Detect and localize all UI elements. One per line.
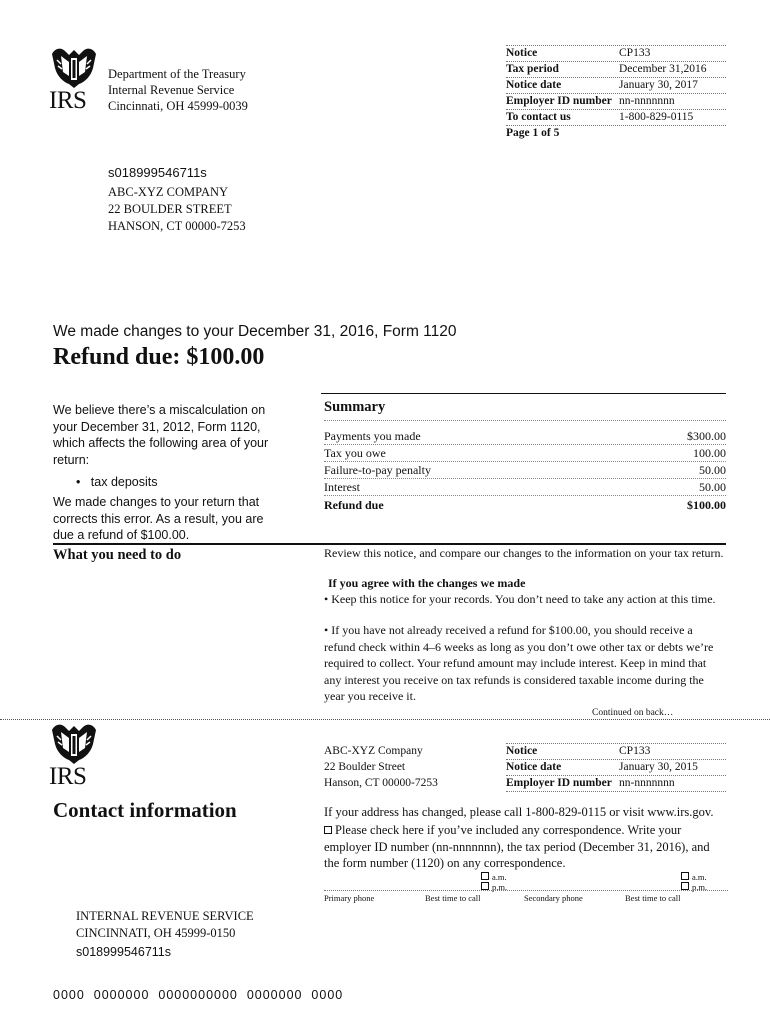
summary-label: Tax you owe bbox=[324, 446, 386, 460]
notice-value: CP133 bbox=[619, 745, 651, 757]
irs-address-line: INTERNAL REVENUE SERVICE bbox=[76, 909, 254, 923]
intro-result-line: due a refund of $100.00. bbox=[53, 528, 190, 543]
agree-bullet-records: • Keep this notice for your records. You don’t need to take any action at this time. bbox=[324, 592, 716, 606]
agency-line: Department of the Treasury bbox=[108, 67, 246, 81]
notice-date-label: Notice date bbox=[506, 761, 562, 773]
eagle-icon bbox=[49, 46, 99, 90]
stub-company-line: Hanson, CT 00000-7253 bbox=[324, 777, 438, 789]
primary-am-checkbox[interactable] bbox=[481, 872, 489, 880]
am-label: a.m. bbox=[692, 872, 707, 882]
summary-title: Summary bbox=[324, 399, 386, 415]
primary-pm-checkbox[interactable] bbox=[481, 882, 489, 890]
tear-off-line bbox=[0, 719, 770, 720]
notice-date-label: Notice date bbox=[506, 79, 562, 91]
summary-value: 50.00 bbox=[699, 480, 726, 494]
stub-company-address bbox=[324, 743, 438, 791]
page-number-row bbox=[506, 126, 726, 142]
recipient-line: ABC-XYZ COMPANY bbox=[108, 185, 229, 199]
notice-value: CP133 bbox=[619, 47, 651, 59]
recipient-line: HANSON, CT 00000-7253 bbox=[108, 219, 246, 233]
notice-info-row bbox=[506, 744, 726, 760]
primary-time-options bbox=[481, 872, 507, 892]
refund-due-label: Refund due bbox=[324, 498, 384, 512]
recipient-address bbox=[108, 184, 246, 234]
summary-row bbox=[324, 462, 726, 479]
summary-value: 100.00 bbox=[693, 446, 726, 460]
correspondence-checkbox[interactable] bbox=[324, 826, 332, 834]
tax-period-label: Tax period bbox=[506, 63, 559, 75]
secondary-pm-checkbox[interactable] bbox=[681, 882, 689, 890]
agree-heading: If you agree with the changes we made bbox=[328, 576, 526, 590]
refund-headline: Refund due: $100.00 bbox=[53, 344, 265, 370]
pm-label: p.m. bbox=[692, 882, 708, 892]
irs-logo-text: IRS bbox=[49, 763, 87, 790]
contact-information-title: Contact information bbox=[53, 798, 237, 822]
summary-value: 50.00 bbox=[699, 463, 726, 477]
summary-row bbox=[324, 479, 726, 496]
irs-logo bbox=[49, 46, 109, 113]
best-time-label: Best time to call bbox=[625, 893, 681, 903]
irs-return-id: s018999546711s bbox=[76, 945, 171, 959]
continued-on-back: Continued on back… bbox=[592, 708, 674, 718]
am-label: a.m. bbox=[492, 872, 507, 882]
notice-info-row bbox=[506, 776, 726, 792]
employer-id-label: Employer ID number bbox=[506, 95, 612, 107]
tax-period-value: December 31,2016 bbox=[619, 63, 707, 75]
notice-label: Notice bbox=[506, 745, 538, 757]
notice-info-row bbox=[506, 760, 726, 776]
stub-notice-table bbox=[506, 743, 726, 792]
recipient-line: 22 BOULDER STREET bbox=[108, 202, 232, 216]
notice-info-table bbox=[506, 45, 726, 142]
notice-subject: We made changes to your December 31, 2016, Form 1120 bbox=[53, 323, 457, 340]
address-change-text: If your address has changed, please call 1-800-829-0115 or visit www.irs.gov. bbox=[324, 805, 714, 819]
what-to-do-title: What you need to do bbox=[53, 547, 182, 563]
bullet-text: tax deposits bbox=[90, 475, 158, 489]
intro-result-line: corrects this error. As a result, you are bbox=[53, 511, 264, 526]
intro-bullet bbox=[76, 474, 158, 491]
notice-date-value: January 30, 2017 bbox=[619, 79, 698, 91]
notice-label: Notice bbox=[506, 47, 538, 59]
pm-label: p.m. bbox=[492, 882, 508, 892]
summary-row bbox=[324, 428, 726, 445]
employer-id-value: nn-nnnnnnn bbox=[619, 777, 675, 789]
notice-info-row bbox=[506, 46, 726, 62]
summary-label: Payments you made bbox=[324, 429, 421, 443]
irs-logo-text: IRS bbox=[49, 87, 87, 114]
bullet-dot: • bbox=[76, 475, 91, 489]
summary-total-row bbox=[324, 497, 726, 514]
stub-company-line: 22 Boulder Street bbox=[324, 761, 406, 773]
summary-header-rule bbox=[324, 420, 726, 421]
notice-info-row bbox=[506, 110, 726, 126]
recipient-id: s018999546711s bbox=[108, 165, 207, 180]
primary-phone-label: Primary phone bbox=[324, 893, 375, 903]
irs-logo-stub bbox=[49, 722, 109, 789]
intro-result-paragraph bbox=[53, 494, 264, 544]
notice-info-row bbox=[506, 78, 726, 94]
agree-bullet-refund: • If you have not already received a refund for $100.00, you should receive a refund check within 4–6 weeks as long as you don’t owe other tax or debts we’re required to collect. Your refund amount may include interest. Keep in mind that any interest you receive on tax refunds is considered taxable income during the year you receive it. bbox=[324, 623, 714, 704]
contact-label: To contact us bbox=[506, 111, 571, 123]
notice-date-value: January 30, 2015 bbox=[619, 761, 698, 773]
summary-value: $300.00 bbox=[687, 429, 726, 443]
page-number: Page 1 of 5 bbox=[506, 127, 560, 139]
contact-value: 1-800-829-0115 bbox=[619, 111, 694, 123]
secondary-am-checkbox[interactable] bbox=[681, 872, 689, 880]
notice-info-row bbox=[506, 94, 726, 110]
review-paragraph: Review this notice, and compare our changes to the information on your tax return. bbox=[324, 546, 724, 560]
correspondence-text: Please check here if you’ve included any correspondence. Write your employer ID number (nn-nnnnnnn), the tax period (December 31, 2016), and the form number (1120) on any correspondence. bbox=[324, 823, 710, 871]
summary-label: Interest bbox=[324, 480, 360, 494]
irs-address-line: CINCINNATI, OH 45999-0150 bbox=[76, 926, 236, 940]
phone-field-rule[interactable] bbox=[324, 890, 728, 891]
summary-top-rule bbox=[321, 393, 726, 394]
agency-address bbox=[108, 66, 248, 114]
refund-due-value: $100.00 bbox=[687, 498, 726, 512]
scanline: 0000 0000000 0000000000 0000000 0000 bbox=[53, 988, 344, 1002]
summary-row bbox=[324, 445, 726, 462]
secondary-phone-label: Secondary phone bbox=[524, 893, 583, 903]
eagle-icon bbox=[49, 722, 99, 766]
summary-label: Failure-to-pay penalty bbox=[324, 463, 431, 477]
irs-return-address bbox=[76, 908, 254, 942]
employer-id-value: nn-nnnnnnn bbox=[619, 95, 675, 107]
secondary-time-options bbox=[681, 872, 707, 892]
best-time-label: Best time to call bbox=[425, 893, 481, 903]
correspondence-check bbox=[324, 822, 728, 872]
agency-line: Internal Revenue Service bbox=[108, 83, 235, 97]
agency-line: Cincinnati, OH 45999-0039 bbox=[108, 99, 248, 113]
stub-company-line: ABC-XYZ Company bbox=[324, 745, 423, 757]
intro-result-line: We made changes to your return that bbox=[53, 495, 260, 509]
intro-paragraph: We believe there’s a miscalculation on your December 31, 2012, Form 1120, which affects the following area of your return: bbox=[53, 403, 269, 467]
employer-id-label: Employer ID number bbox=[506, 777, 612, 789]
notice-info-row bbox=[506, 62, 726, 78]
